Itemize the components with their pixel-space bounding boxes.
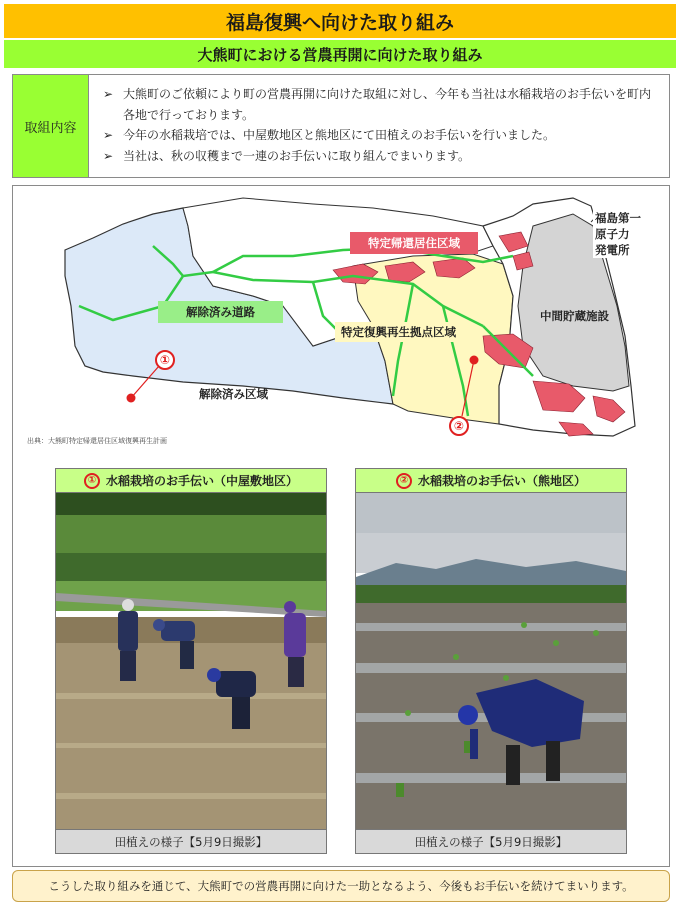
summary-item: ➢ 大熊町のご依頼により町の営農再開に向けた取組に対し、今年も当社は水稲栽培のお手伝いを町内各地で行っております。 — [103, 84, 659, 125]
plant-line-3: 発電所 — [595, 243, 630, 257]
photo-2-header — [356, 469, 626, 493]
label-cleared-road: 解除済み道路 — [158, 301, 283, 323]
page-subtitle: 大熊町における営農再開に向けた取り組み — [4, 40, 676, 68]
photo-1-image — [56, 493, 326, 830]
photo-2-image — [356, 493, 626, 830]
plant-line-1: 福島第一 — [595, 211, 641, 225]
photo-1-number: ① — [84, 473, 100, 489]
summary-list — [89, 75, 669, 177]
label-nuclear-plant — [593, 210, 643, 258]
photo-1-title: 水稲栽培のお手伝い（中屋敷地区） — [105, 474, 298, 488]
summary-label: 取組内容 — [13, 75, 89, 177]
page-title: 福島復興へ向けた取り組み — [4, 4, 676, 38]
plant-line-2: 原子力 — [595, 227, 630, 241]
photo-2-number: ② — [396, 473, 412, 489]
summary-item: ➢ 今年の水稲栽培では、中屋敷地区と熊地区にて田植えのお手伝いを行いました。 — [103, 125, 659, 146]
label-reconstruction-base: 特定復興再生拠点区域 — [335, 322, 462, 342]
label-interim-storage: 中間貯蔵施設 — [540, 309, 609, 323]
label-return-zone: 特定帰還居住区域 — [350, 232, 478, 254]
map-source: 出典：大熊町特定帰還居住区域復興再生計画 — [27, 437, 167, 445]
photo-card-1 — [55, 468, 327, 854]
photo-2-title: 水稲栽培のお手伝い（熊地区） — [417, 474, 586, 488]
photo-1-caption: 田植えの様子【5月9日撮影】 — [56, 829, 326, 853]
summary-item: ➢ 当社は、秋の収穫まで一連のお手伝いに取り組んでまいります。 — [103, 146, 659, 167]
summary-box — [12, 74, 670, 178]
label-cleared-zone: 解除済み区域 — [199, 387, 268, 401]
photo-1-header — [56, 469, 326, 493]
footer-note: こうした取り組みを通じて、大熊町での営農再開に向けた一助となるよう、今後もお手伝いを続けてまいります。 — [12, 870, 670, 902]
marker-2-label: ② — [449, 416, 469, 436]
photo-2-caption: 田植えの様子【5月9日撮影】 — [356, 829, 626, 853]
photo-card-2 — [355, 468, 627, 854]
marker-1-label: ① — [155, 350, 175, 370]
map-panel — [12, 185, 670, 867]
